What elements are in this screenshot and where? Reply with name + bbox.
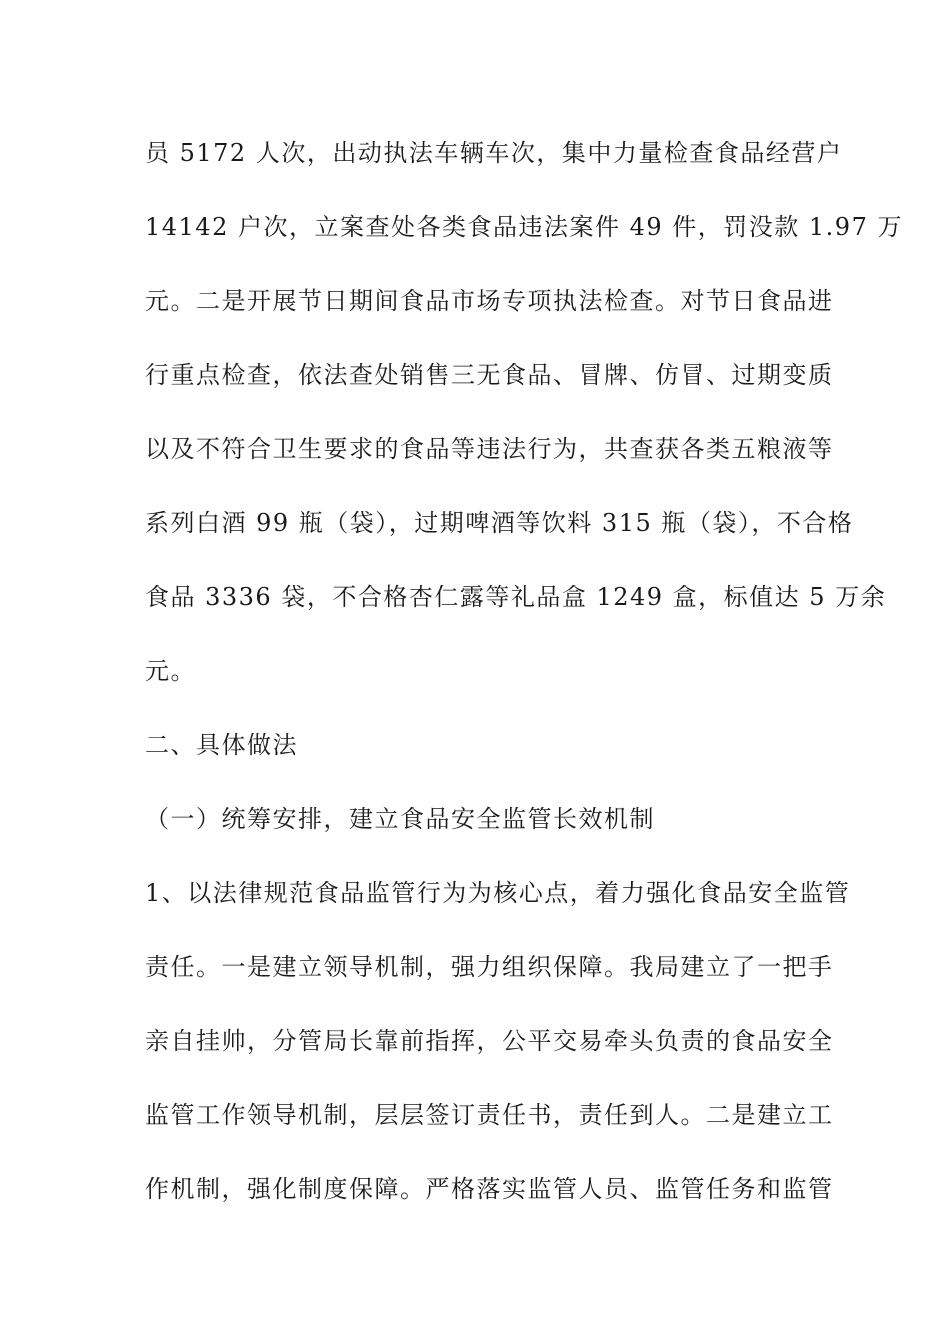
text-line-11: 1、以法律规范食品监管行为为核心点，着力强化食品安全监管	[145, 879, 851, 907]
section-heading: 二、具体做法	[145, 731, 298, 759]
text-line-13: 亲自挂帅，分管局长靠前指挥，公平交易牵头负责的食品安全	[145, 1027, 834, 1055]
subsection-heading: （一）统筹安排，建立食品安全监管长效机制	[145, 805, 655, 833]
text-line-14: 监管工作领导机制，层层签订责任书，责任到人。二是建立工	[145, 1101, 834, 1129]
text-line-6: 系列白酒 99 瓶（袋），过期啤酒等饮料 315 瓶（袋），不合格	[145, 509, 854, 537]
text-line-7: 食品 3336 袋，不合格杏仁露等礼品盒 1249 盒，标值达 5 万余	[145, 583, 887, 611]
text-line-15: 作机制，强化制度保障。严格落实监管人员、监管任务和监管	[145, 1175, 834, 1203]
text-line-12: 责任。一是建立领导机制，强力组织保障。我局建立了一把手	[145, 953, 834, 981]
text-line-4: 行重点检查，依法查处销售三无食品、冒牌、仿冒、过期变质	[145, 361, 834, 389]
text-line-3: 元。二是开展节日期间食品市场专项执法检查。对节日食品进	[145, 287, 834, 315]
text-line-1: 员 5172 人次，出动执法车辆车次，集中力量检查食品经营户	[145, 139, 843, 167]
text-line-8: 元。	[145, 657, 196, 685]
text-line-2: 14142 户次，立案查处各类食品违法案件 49 件，罚没款 1.97 万	[145, 213, 903, 241]
text-line-5: 以及不符合卫生要求的食品等违法行为，共查获各类五粮液等	[145, 435, 834, 463]
